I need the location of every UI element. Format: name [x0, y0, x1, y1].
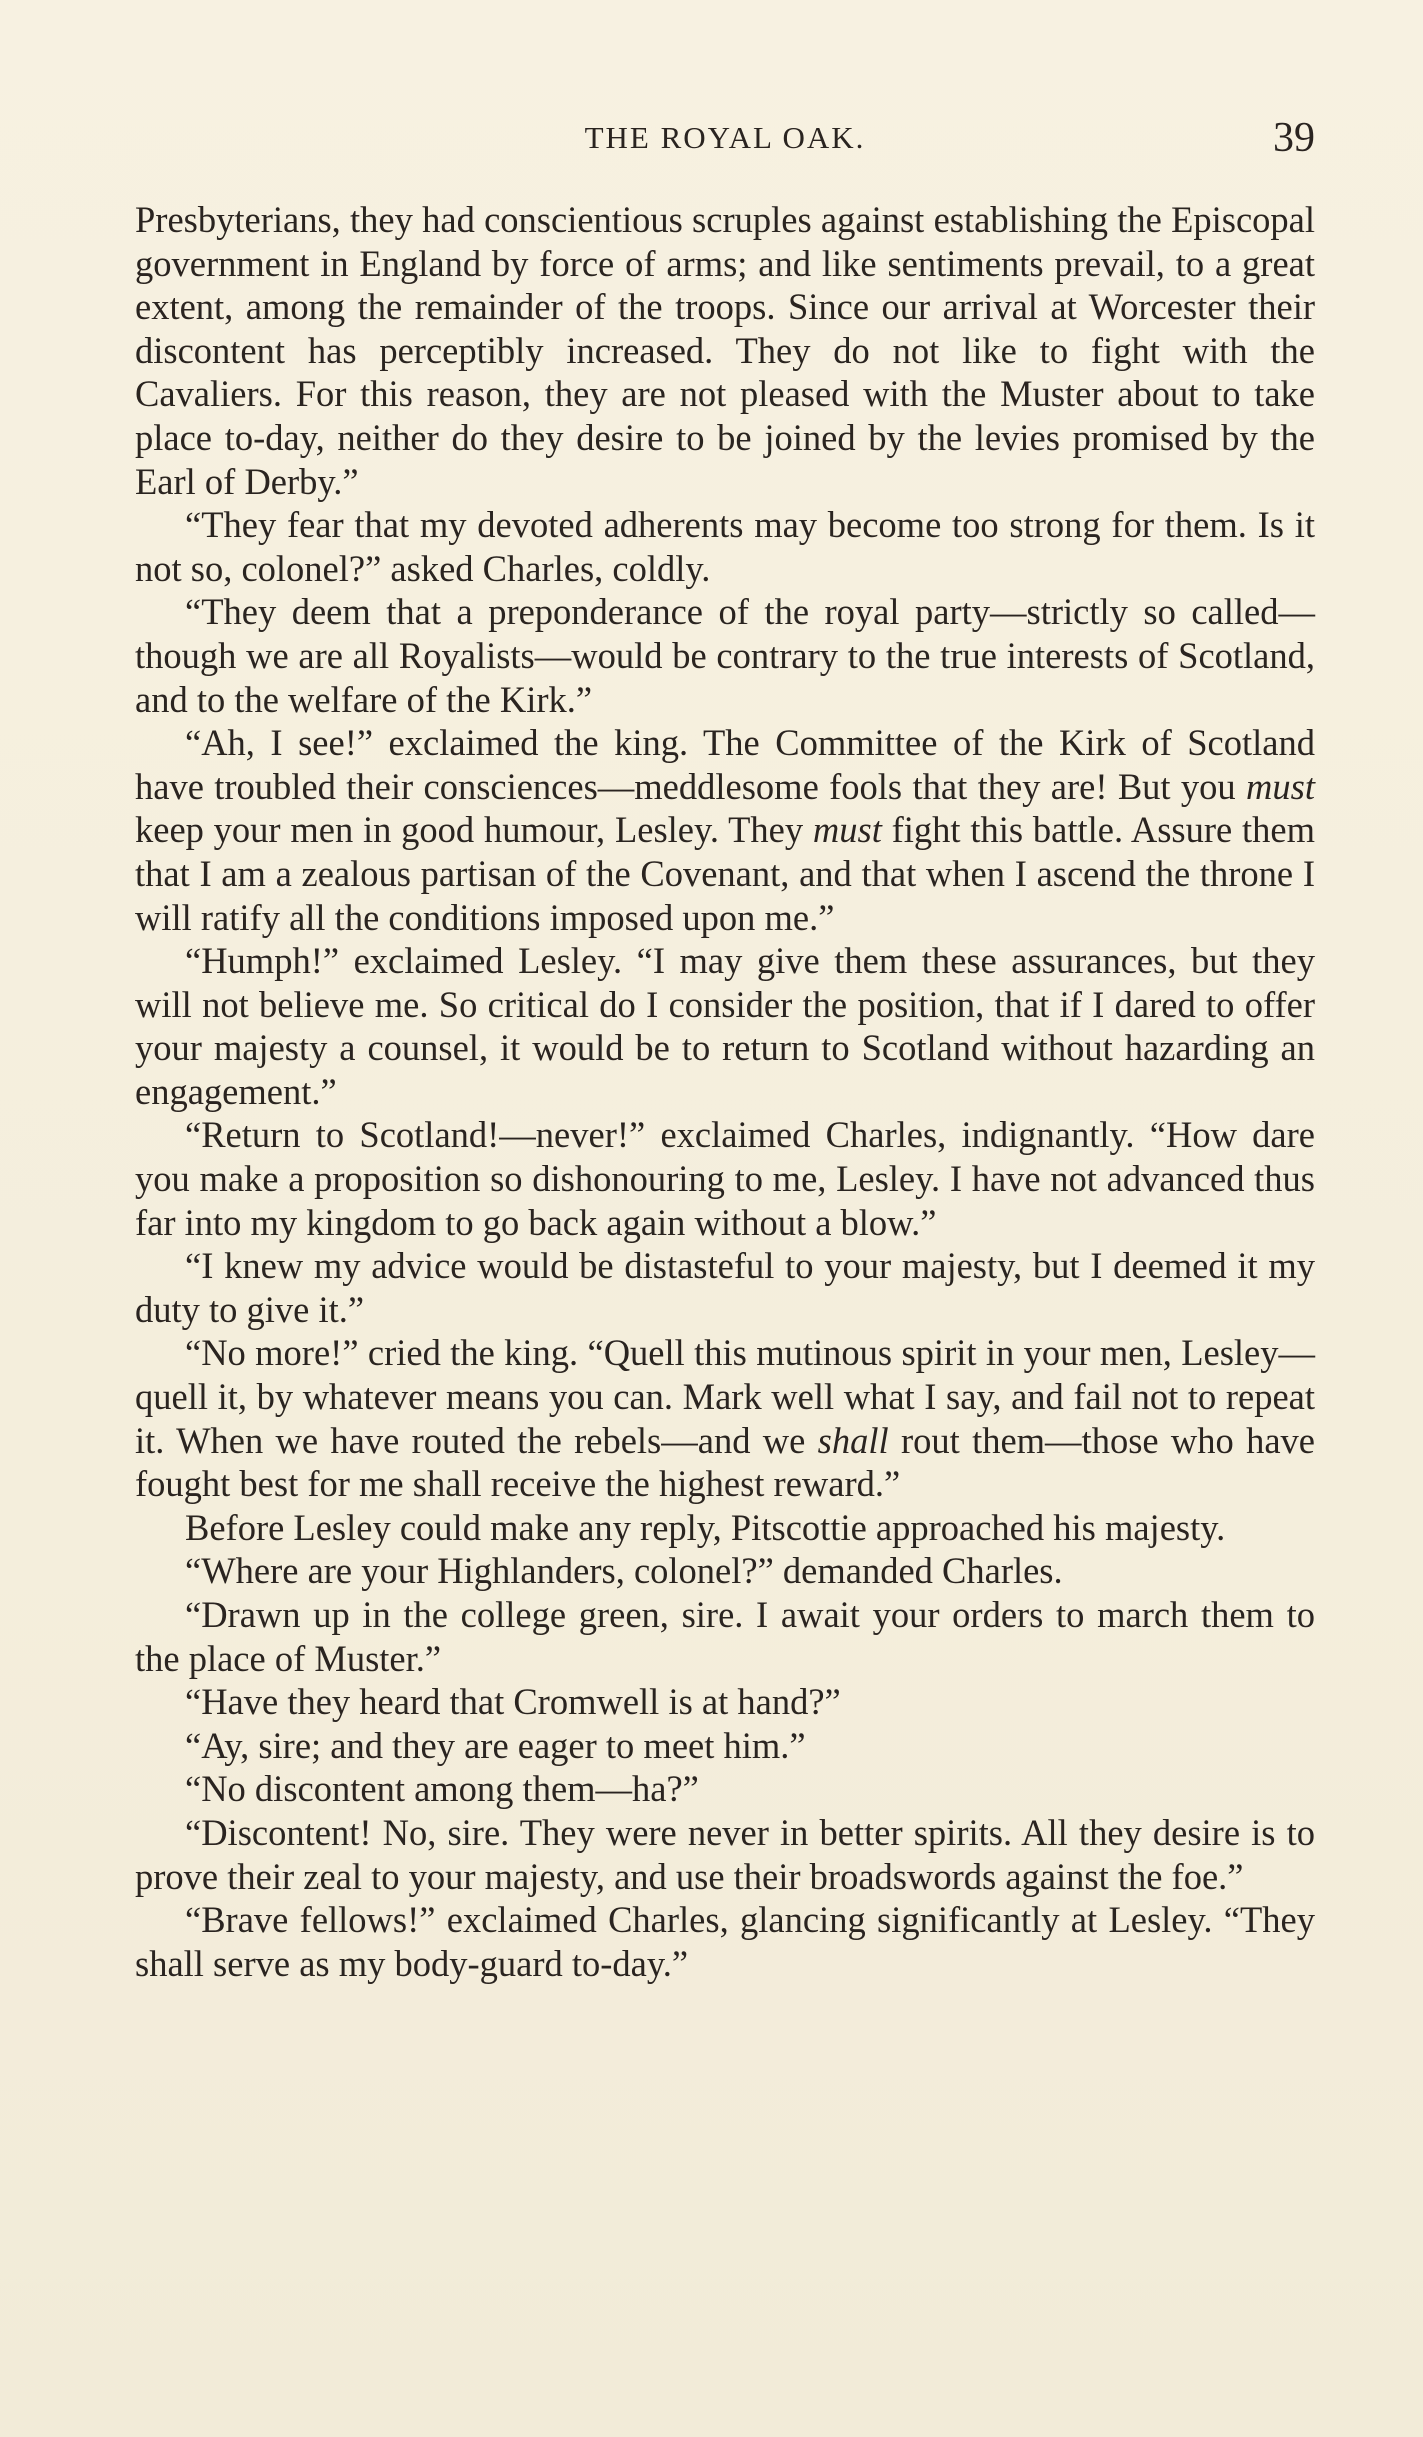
text-run: “Brave fellows!” exclaimed Charles, glancing significantly at Lesley. “They shall serve as my body-guard to-day.”: [135, 1899, 1315, 1984]
paragraph: [135, 1898, 1315, 1985]
text-run: “Humph!” exclaimed Lesley. “I may give them these assurances, but they will not believe me. So critical do I consider the position, that if I dared to offer your majesty a counsel, it would be to return to Scotland without hazarding an engagement.”: [135, 940, 1315, 1112]
running-head: [135, 115, 1315, 170]
text-run: “Have they heard that Cromwell is at hand?”: [185, 1681, 841, 1723]
text-run: “They fear that my devoted adherents may become too strong for them. Is it not so, colonel?” asked Charles, coldly.: [135, 504, 1315, 589]
italic-text: shall: [817, 1419, 889, 1461]
paragraph: [135, 1113, 1315, 1244]
text-run: “Ah, I see!” exclaimed the king. The Committee of the Kirk of Scotland have troubled their consciences—meddlesome fools that they are! But you: [135, 722, 1315, 807]
paragraph: [135, 1244, 1315, 1331]
paragraph: [135, 1506, 1315, 1550]
paragraph: [135, 721, 1315, 939]
text-run: “Where are your Highlanders, colonel?” demanded Charles.: [185, 1550, 1063, 1592]
text-run: fight this battle. Assure them that I am a zealous partisan of the Covenant, and that when I ascend the throne I will ratify all the conditions imposed upon me.”: [135, 809, 1315, 938]
page-number: 39: [1273, 115, 1315, 161]
text-run: rout them—those who have fought best for me shall receive the highest reward.”: [135, 1419, 1315, 1505]
text-run: “They deem that a preponderance of the royal party—strictly so called—though we are all Royalists—would be contrary to the true interests of Scotland, and to the welfare of the Kirk.”: [135, 591, 1315, 720]
text-run: “Return to Scotland!—never!” exclaimed Charles, indignantly. “How dare you make a proposition so dishonouring to me, Lesley. I have not advanced thus far into my kingdom to go back again without a blow.”: [135, 1114, 1315, 1243]
paragraph: [135, 939, 1315, 1113]
text-run: “Ay, sire; and they are eager to meet him.”: [185, 1724, 806, 1766]
paragraph: [135, 503, 1315, 590]
italic-text: must: [812, 809, 882, 851]
paragraph: [135, 1549, 1315, 1593]
paragraph: [135, 1593, 1315, 1680]
paragraph: [135, 1811, 1315, 1898]
paragraph: [135, 1680, 1315, 1724]
paragraph: [135, 1724, 1315, 1768]
running-title: THE ROYAL OAK.: [584, 120, 866, 155]
text-run: Before Lesley could make any reply, Pitscottie approached his majesty.: [185, 1506, 1226, 1548]
paragraph: [135, 590, 1315, 721]
text-run: “Discontent! No, sire. They were never in better spirits. All they desire is to prove their zeal to your majesty, and use their broadswords against the foe.”: [135, 1811, 1315, 1897]
text-run: “I knew my advice would be distasteful to your majesty, but I deemed it my duty to give it.”: [135, 1245, 1315, 1330]
paragraph: [135, 1331, 1315, 1505]
paragraph: [135, 1767, 1315, 1811]
text-run: “No more!” cried the king. “Quell this mutinous spirit in your men, Lesley—quell it, by whatever means you can. Mark well what I say, and fail not to repeat it. When we have routed the rebels—and we: [135, 1332, 1315, 1461]
text-run: “No discontent among them—ha?”: [185, 1768, 699, 1810]
body-text: [135, 198, 1315, 1985]
italic-text: must: [1246, 765, 1315, 807]
text-run: keep your men in good humour, Lesley. They: [135, 809, 813, 851]
text-run: Presbyterians, they had conscientious scruples against establishing the Episcopal government in England by force of arms; and like sentiments prevail, to a great extent, among the remainder of the troops. Since our arrival at Worcester their discontent has perceptibly increased. They do not like to fight with the Cavaliers. For this reason, they are not pleased with the Muster about to take place to-day, neither do they desire to be joined by the levies promised by the Earl of Derby.”: [135, 199, 1315, 502]
paragraph: [135, 198, 1315, 503]
text-run: “Drawn up in the college green, sire. I await your orders to march them to the place of Muster.”: [135, 1594, 1315, 1679]
